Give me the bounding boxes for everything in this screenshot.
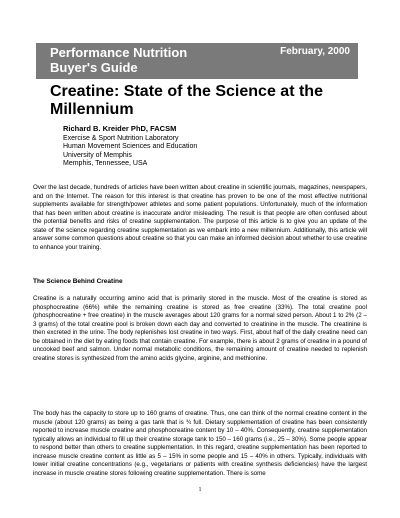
issue-date: February, 2000 xyxy=(280,46,350,57)
body-paragraph: Creatine is a naturally occurring amino acid that is primarily stored in the muscle. Most of the creatine is stored as phosphocreatine (66%) while the remaining creatine is stored as free creatine (33%). The total creatine pool (phosphocreatine + free creatine) in the muscle averages about 120 grams for a normal sized person. About 1 to 2% (2 – 3 grams) of the total creatine pool is broken down each day and converted to creatinine in the muscle. The creatinine is then excreted in the urine. The body replenishes lost creatine in two ways. First, about half of the daily creatine need can be obtained in the diet by eating foods that contain creatine. For example, there is about 2 grams of creatine in a pound of uncooked beef and salmon. Under normal metabolic conditions, the remaining amount of creatine needed to replenish creatine stores is synthesized from the amino acids glycine, arginine, and methionine. xyxy=(33,295,367,362)
body-paragraph: The body has the capacity to store up to 160 grams of creatine. Thus, one can think of the normal creatine content in the muscle (about 120 grams) as being a gas tank that is ¾ full. Dietary supplementation of creatine has been consistently reported to increase muscle creatine and phosphocreatine content by 10 – 40%. Consequently, creatine supplementation typically allows an individual to fill up their creatine storage tank to 150 – 160 grams (i.e., 25 – 30%). Some people appear to respond better than others to creatine supplementation. In this regard, creatine supplementation has been reported to increase muscle creatine content as little as 5 – 15% in some people and 15 – 40% in others. Typically, individuals with lower initial creatine concentrations (e.g., vegetarians or patients with creatine synthesis deficiencies) have the largest increase in muscle creatine stores following creatine supplementation. There is some xyxy=(33,410,367,477)
author-affiliation-line: Memphis, Tennessee, USA xyxy=(63,160,148,167)
header-banner xyxy=(36,43,358,79)
page-number: 1 xyxy=(198,487,202,493)
publication-title: Performance Nutrition Buyer's Guide xyxy=(50,45,188,75)
section-heading: The Science Behind Creatine xyxy=(33,278,123,285)
article-title: Creatine: State of the Science at the Millennium xyxy=(50,83,323,118)
author-affiliation-line: Human Movement Sciences and Education xyxy=(63,143,198,150)
intro-paragraph: Over the last decade, hundreds of articles have been written about creatine in scientific journals, magazines, newspapers, and on the Internet. The reason for this interest is that creatine has proven to be one of the most effective nutritional supplements available for strength/power athletes and some patient populations. Unfortunately, much of the information that has been written about creatine is inaccurate and/or misleading. The result is that people are often confused about the potential benefits and risks of creatine supplementation. The purpose of this article is to give you an update of the state of the science regarding creatine supplementation as we embark into a new millennium. Additionally, this article will answer some common questions about creatine so that you can make an informed decision about whether to use creatine to enhance your training. xyxy=(33,184,367,251)
author-affiliation-line: Exercise & Sport Nutrition Laboratory xyxy=(63,134,179,142)
author-name: Richard B. Kreider PhD, FACSM xyxy=(63,124,177,133)
author-block xyxy=(63,125,197,169)
author-affiliation-line: University of Memphis xyxy=(63,151,132,159)
